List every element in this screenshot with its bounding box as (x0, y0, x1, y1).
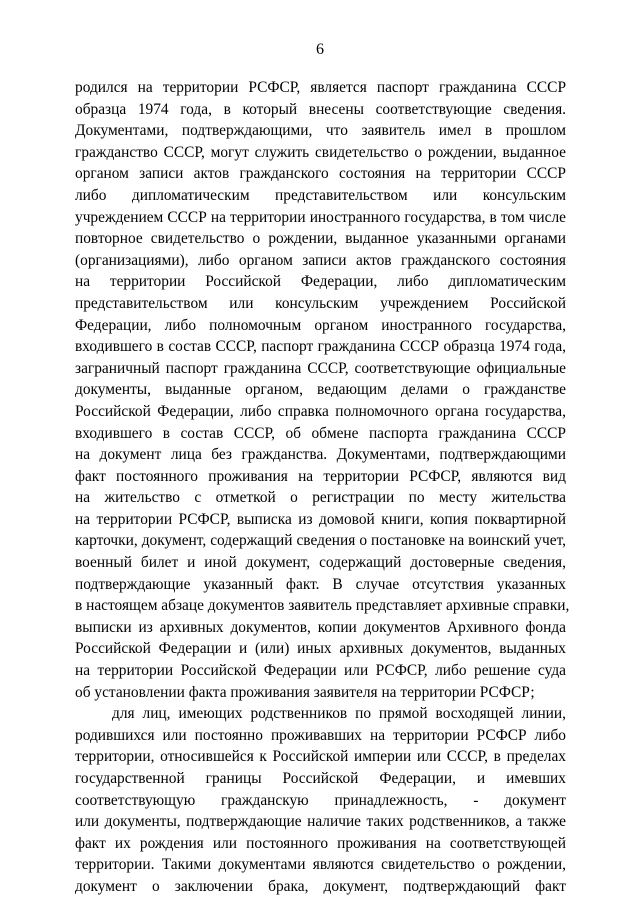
text-line: Российской Федерации и (или) иных архивных документов, выданных (75, 640, 566, 658)
text-line: на территории Российской Федерации или РСФСР, либо решение суда (75, 662, 566, 680)
document-body (75, 77, 570, 898)
text-line: на территории РСФСР, выписка из домовой книги, копия поквартирной (75, 510, 566, 528)
text-line: факт постоянного проживания на территории РСФСР, являются вид (75, 467, 566, 485)
text-line: факт их рождения или постоянного проживания на соответствующей (75, 834, 566, 852)
text-line: на жительство с отметкой о регистрации по месту жительства (75, 489, 566, 507)
text-line: на документ лица без гражданства. Документами, подтверждающими (75, 446, 566, 464)
text-line: (организациями), либо органом записи актов гражданского состояния (75, 251, 566, 269)
text-line: повторное свидетельство о рождении, выданное указанными органами (75, 230, 566, 248)
text-line: территории, относившейся к Российской империи или СССР, в пределах (75, 748, 566, 766)
paragraph (75, 77, 570, 703)
text-line: образца 1974 года, в который внесены соответствующие сведения. (75, 100, 566, 118)
text-line: документы, выданные органом, ведающим делами о гражданстве (75, 381, 566, 399)
text-line: в настоящем абзаце документов заявитель представляет архивные справки, (75, 597, 570, 615)
text-line: на территории Российской Федерации, либо дипломатическим (75, 273, 566, 291)
text-line: государственной границы Российской Федерации, и имевших (75, 770, 566, 787)
text-line: об установлении факта проживания заявителя на территории РСФСР; (75, 683, 535, 701)
text-line: входившего в состав СССР, паспорт гражданина СССР образца 1974 года, (75, 338, 566, 356)
text-line: для лиц, имеющих родственников по прямой восходящей линии, (112, 705, 566, 723)
text-line: представительством или консульским учреждением Российской (75, 294, 566, 312)
paragraph (75, 703, 566, 897)
text-line: Российской Федерации, либо справка полномочного органа государства, (75, 402, 566, 420)
text-line: или документы, подтверждающие наличие таких родственников, а также (75, 813, 566, 831)
page-number: 6 (316, 41, 324, 58)
text-line: подтверждающие указанный факт. В случае отсутствия указанных (75, 575, 566, 593)
text-line: соответствующую гражданскую принадлежность, - документ (75, 791, 566, 809)
text-line: выписки из архивных документов, копии документов Архивного фонда (75, 618, 566, 636)
text-line: территории. Такими документами являются свидетельство о рождении, (75, 856, 566, 874)
text-line: Федерации, либо полномочным органом иностранного государства, (75, 316, 566, 334)
text-line: заграничный паспорт гражданина СССР, соответствующие официальные (75, 359, 566, 377)
text-line: входившего в состав СССР, об обмене паспорта гражданина СССР (75, 424, 566, 442)
text-line: либо дипломатическим представительством или консульским (75, 186, 566, 204)
text-line: органом записи актов гражданского состояния на территории СССР (75, 165, 566, 183)
text-line: гражданство СССР, могут служить свидетельство о рождении, выданное (75, 143, 566, 161)
text-line: карточки, документ, содержащий сведения о постановке на воинский учет, (75, 532, 566, 550)
text-line: Документами, подтверждающими, что заявитель имел в прошлом (75, 122, 566, 140)
text-line: учреждением СССР на территории иностранного государства, в том числе (75, 208, 566, 226)
text-line: документ о заключении брака, документ, подтверждающий факт (75, 877, 566, 895)
text-line: родился на территории РСФСР, является паспорт гражданина СССР (75, 79, 566, 96)
text-line: военный билет и иной документ, содержащий достоверные сведения, (75, 554, 566, 572)
text-line: родившихся или постоянно проживавших на территории РСФСР либо (75, 726, 566, 744)
